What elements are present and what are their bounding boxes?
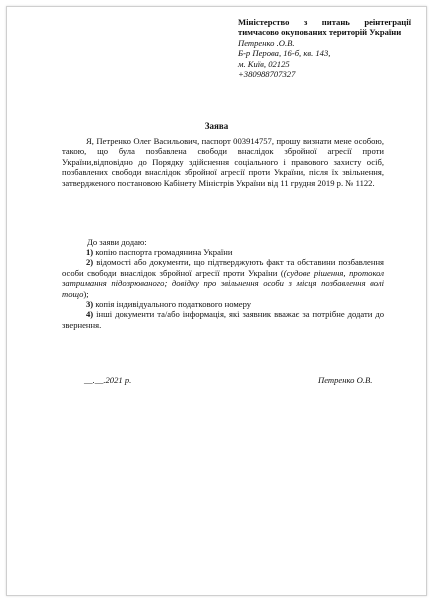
list-item <box>62 299 384 309</box>
attachments-intro: До заяви додаю: <box>87 237 147 247</box>
addressee-organization: Міністерство з питань реінтеграції тимчасово окупованих територій України <box>238 17 411 38</box>
item-text: інші документи та/або інформація, які заявник вважає за потрібне додати до звернення. <box>62 309 384 330</box>
item-number: 3) <box>86 299 94 310</box>
addressee-name: Петренко .О.В. <box>238 37 295 48</box>
addressee-city: м. Київ, 02125 <box>238 58 290 69</box>
addressee-phone: +380988707327 <box>238 69 296 80</box>
item-note: (судове рішення, протокол затримання підозрюваного; довідку про звільнення особи з місця позбавлення волі тощо <box>62 267 384 299</box>
addressee-block <box>238 17 411 79</box>
addressee-street: Б-р Перова, 16-б, кв. 143, <box>238 48 331 59</box>
item-tail: ); <box>83 288 89 299</box>
list-item <box>62 309 384 330</box>
document-title: Заява <box>204 121 229 131</box>
list-item <box>62 257 384 299</box>
body-text: Я, Петренко Олег Васильович, паспорт 003914757, прошу визнати мене особою, такою, що була позбавлена свободи внаслідок збройної агресії проти України,відповідно до Порядку здійснення соціального і правового захисту осіб, позбавлених свободи внаслідок збройної агресії проти України, після їх звільнення, затвердженого постановою Кабінету Міністрів України від 11 грудня 2019 р. № 1122. <box>62 136 384 188</box>
date-field: __.__.2021 р. <box>84 375 132 385</box>
item-number: 4) <box>86 309 94 320</box>
item-text: копію паспорта громадянина України <box>95 247 233 257</box>
item-text: копія індивідуального податкового номеру <box>95 299 252 310</box>
signature: Петренко О.В. <box>318 375 373 385</box>
attachments-list <box>62 247 384 330</box>
item-number: 2) <box>86 257 94 268</box>
item-text: відомості або документи, що підтверджують факт та обставини позбавлення особи свободи внаслідок збройної агресії проти України ( <box>62 257 384 278</box>
body-paragraph <box>62 136 384 188</box>
list-item <box>62 247 384 257</box>
item-number: 1) <box>86 247 94 257</box>
